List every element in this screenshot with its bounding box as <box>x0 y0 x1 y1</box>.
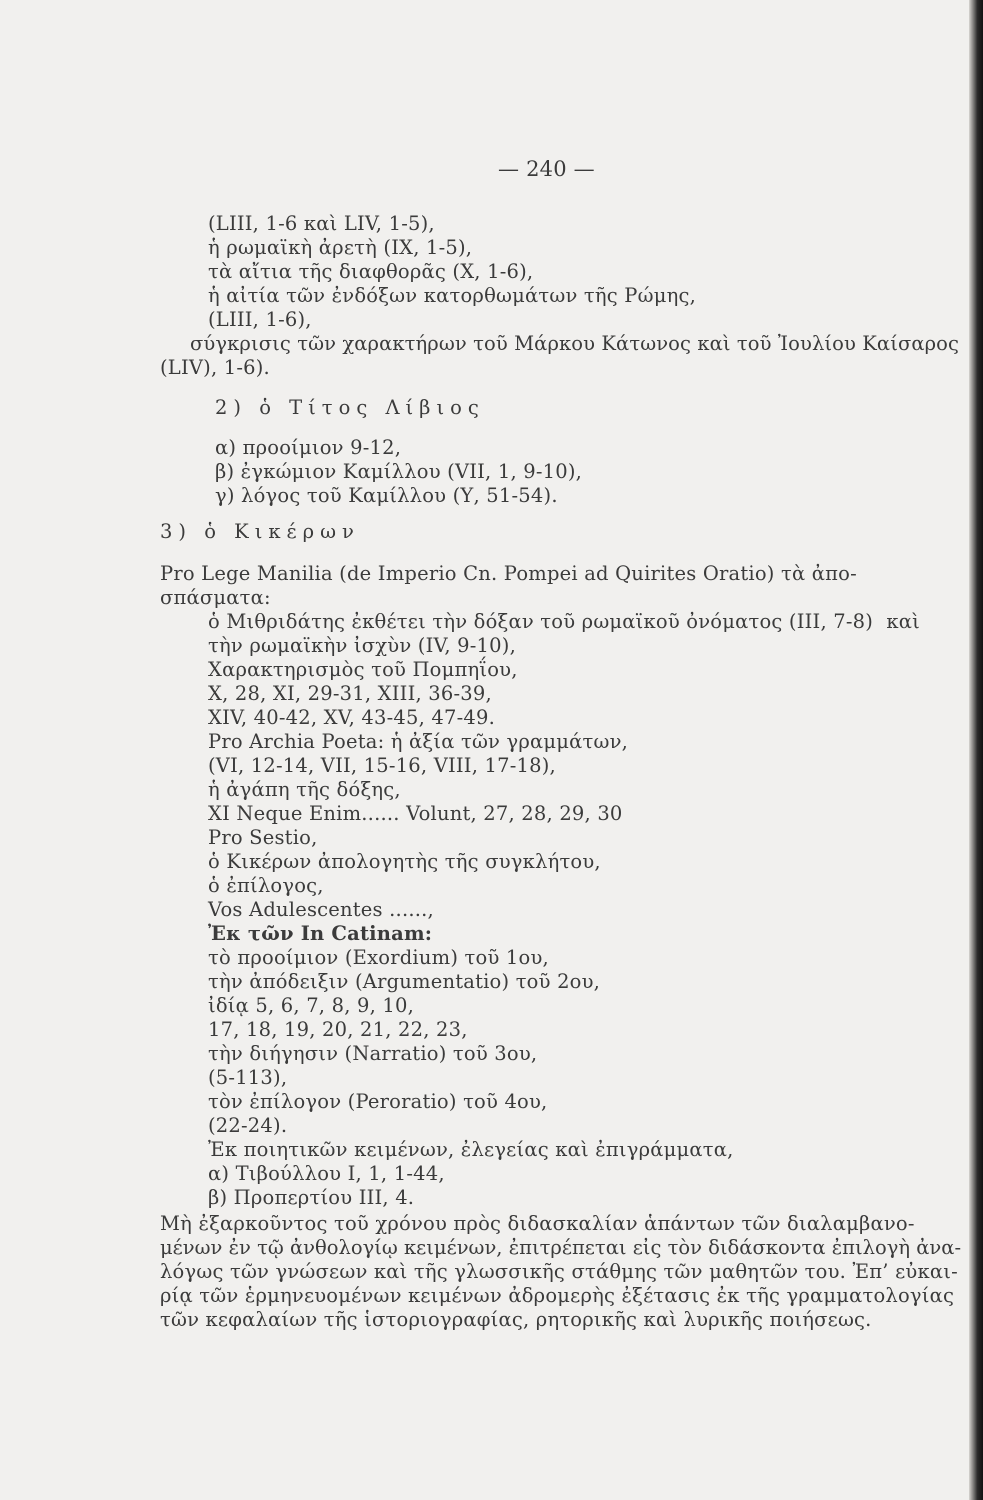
page-number: — 240 — <box>498 157 595 181</box>
list-item: ἡ ρωμαϊκὴ ἀρετὴ (IX, 1-5), <box>208 236 473 259</box>
list-item: 17, 18, 19, 20, 21, 22, 23, <box>208 1018 468 1041</box>
list-item: β) ἐγκώμιον Καμίλλου (VII, 1, 9-10), <box>215 460 583 483</box>
list-item: (VI, 12-14, VII, 15-16, VIII, 17-18), <box>208 754 556 777</box>
paragraph-line: ρίᾳ τῶν ἑρμηνευομένων κειμένων ἀδρομερὴς ἐξέτασις ἐκ τῆς γραμματολογίας <box>160 1284 955 1307</box>
list-item: Pro Sestio, <box>208 826 318 849</box>
list-item-heading: Ἐκ τῶν In Catinam: <box>208 922 433 945</box>
mithridates-conj: καὶ <box>886 610 920 633</box>
list-item: α) Τιβούλλου I, 1, 1-44, <box>208 1162 445 1185</box>
mithridates-line <box>208 610 920 634</box>
list-item: τὴν ἀπόδειξιν (Argumentatio) τοῦ 2ου, <box>208 970 601 993</box>
list-item: β) Προπερτίου III, 4. <box>208 1186 415 1209</box>
list-item: ὁ ἐπίλογος, <box>208 874 324 897</box>
paragraph-line: τῶν κεφαλαίων τῆς ἱστοριογραφίας, ρητορικῆς καὶ λυρικῆς ποιήσεως. <box>160 1308 872 1331</box>
list-item: τὸν ἐπίλογον (Peroratio) τοῦ 4ου, <box>208 1090 548 1113</box>
list-item: ἡ αἰτία τῶν ἐνδόξων κατορθωμάτων τῆς Ρώμης, <box>208 284 696 307</box>
intro-line: Pro Lege Manilia (de Imperio Cn. Pompei ad Quirites Oratio) τὰ ἀπο- <box>160 562 857 585</box>
page-edge-shadow <box>969 0 983 1500</box>
list-item: XI Neque Enim...... Volunt, 27, 28, 29, 30 <box>208 802 623 825</box>
section-heading-cicero: 3) ὁ Κικέρων <box>160 520 360 543</box>
list-item: γ) λόγος τοῦ Καμίλλου (Υ, 51-54). <box>215 484 558 507</box>
list-item: XIV, 40-42, XV, 43-45, 47-49. <box>208 706 496 729</box>
list-item: X, 28, XI, 29-31, XIII, 36-39, <box>208 682 492 705</box>
list-item: τὴν ρωμαϊκὴν ἰσχὺν (IV, 9-10), <box>208 634 516 657</box>
list-item: Pro Archia Poeta: ἡ ἀξία τῶν γραμμάτων, <box>208 730 629 753</box>
list-item: ἡ ἀγάπη τῆς δόξης, <box>208 778 401 801</box>
list-item: α) προοίμιον 9-12, <box>215 436 402 459</box>
list-item: (LIII, 1-6 καὶ LIV, 1-5), <box>208 212 435 235</box>
list-item: Χαρακτηρισμὸς τοῦ Πομπηΐου, <box>208 658 518 681</box>
list-item: (LIV), 1-6). <box>160 356 270 379</box>
list-item: (5-113), <box>208 1066 288 1089</box>
mithridates-text: ὁ Μιθριδάτης ἐκθέτει τὴν δόξαν τοῦ ρωμαϊκοῦ ὀνόματος (III, 7-8) <box>208 610 874 633</box>
paragraph-line: Μὴ ἐξαρκοῦντος τοῦ χρόνου πρὸς διδασκαλίαν ἁπάντων τῶν διαλαμβανο- <box>160 1212 915 1235</box>
list-item: τὴν διήγησιν (Narratio) τοῦ 3ου, <box>208 1042 538 1065</box>
paragraph-line: λόγως τῶν γνώσεων καὶ τῆς γλωσσικῆς στάθμης τῶν μαθητῶν του. Ἐπ’ εὐκαι- <box>160 1260 958 1283</box>
list-item: (22-24). <box>208 1114 288 1137</box>
list-item: ἰδίᾳ 5, 6, 7, 8, 9, 10, <box>208 994 415 1017</box>
section-heading-titus-livius: 2) ὁ Τίτος Λίβιος <box>215 396 485 419</box>
paragraph-line: μένων ἐν τῷ ἀνθολογίῳ κειμένων, ἐπιτρέπεται εἰς τὸν διδάσκοντα ἐπιλογὴ ἀνα- <box>160 1236 962 1259</box>
list-item: σύγκρισις τῶν χαρακτήρων τοῦ Μάρκου Κάτωνος καὶ τοῦ Ἰουλίου Καίσαρος <box>190 332 960 355</box>
list-item: (LIII, 1-6), <box>208 308 312 331</box>
list-item: ὁ Κικέρων ἀπολογητὴς τῆς συγκλήτου, <box>208 850 601 873</box>
list-item: Ἐκ ποιητικῶν κειμένων, ἐλεγείας καὶ ἐπιγράμματα, <box>208 1138 734 1161</box>
intro-line: σπάσματα: <box>160 586 271 609</box>
list-item: Vos Adulescentes ......, <box>208 898 434 921</box>
list-item: τὰ αἴτια τῆς διαφθορᾶς (X, 1-6), <box>208 260 534 283</box>
list-item: τὸ προοίμιον (Exordium) τοῦ 1ου, <box>208 946 549 969</box>
